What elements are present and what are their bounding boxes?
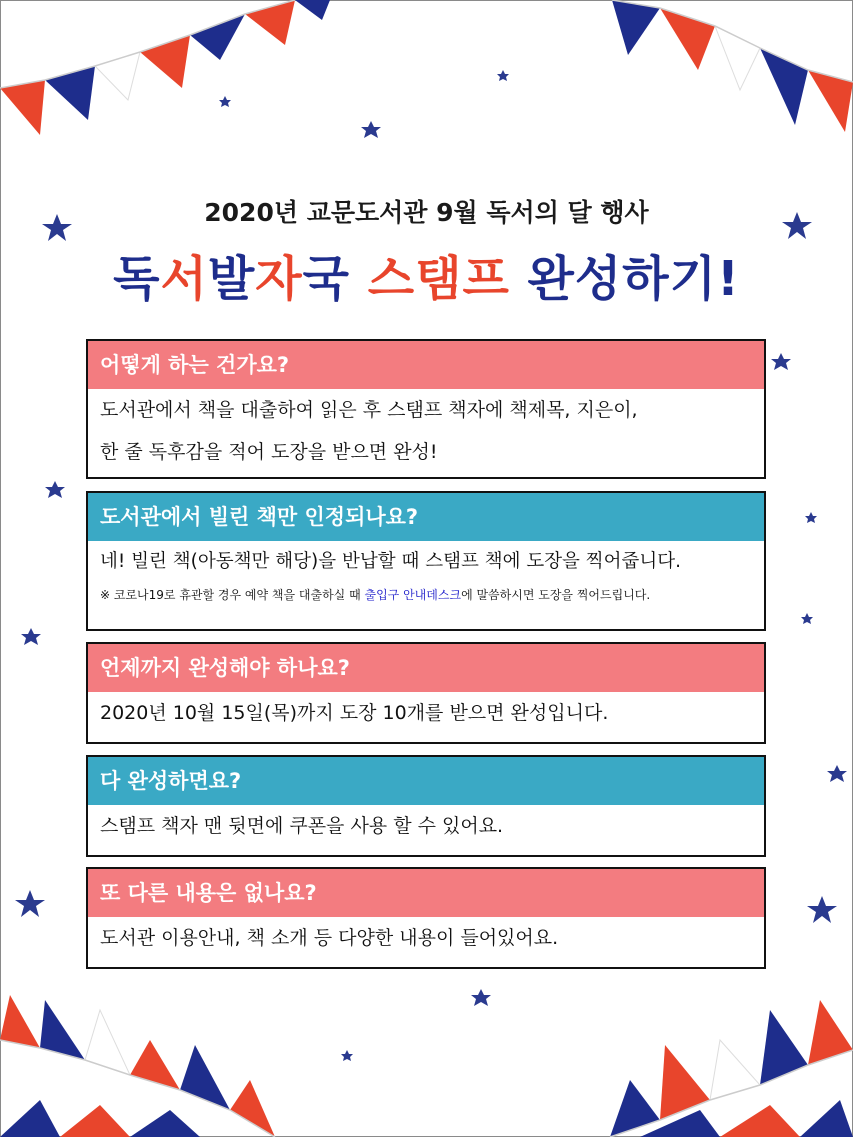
bunting-top-left [0, 0, 330, 135]
note-highlight: 출입구 안내데스크 [364, 588, 462, 602]
star-icon [497, 70, 509, 81]
faq-question: 어떻게 하는 건가요? [88, 341, 764, 389]
faq-answer [88, 805, 764, 847]
star-icon [801, 613, 813, 624]
star-icon [771, 353, 791, 370]
title-part: 자 [255, 251, 303, 307]
answer-line: 스탬프 책자 맨 뒷면에 쿠폰을 사용 할 수 있어요. [100, 815, 504, 837]
faq-section-other [86, 867, 766, 969]
faq-question: 언제까지 완성해야 하나요? [88, 644, 764, 692]
faq-section-how [86, 339, 766, 479]
faq-answer [88, 541, 764, 609]
answer-line: 한 줄 독후감을 적어 도장을 받으면 완성! [100, 441, 438, 463]
bunting-bottom-right [610, 1000, 853, 1137]
answer-line: 2020년 10월 15일(목)까지 도장 10개를 받으면 완성입니다. [100, 702, 609, 724]
title-part: 스탬프 [367, 251, 510, 307]
faq-section-borrowed-only [86, 491, 766, 631]
faq-question: 도서관에서 빌린 책만 인정되나요? [88, 493, 764, 541]
star-icon [471, 989, 491, 1006]
star-icon [21, 628, 41, 645]
faq-answer [88, 692, 764, 734]
star-icon [45, 481, 65, 498]
event-title [0, 240, 853, 309]
star-icon [807, 896, 837, 923]
faq-section-reward [86, 755, 766, 857]
faq-question: 다 완성하면요? [88, 757, 764, 805]
event-subtitle: 2020년 교문도서관 9월 독서의 달 행사 [204, 198, 649, 227]
faq-answer [88, 917, 764, 959]
star-icon [219, 96, 231, 107]
star-icon [15, 890, 45, 917]
note-text: ※ 코로나19로 휴관할 경우 예약 책을 대출하실 때 [100, 588, 365, 602]
note-text: 에 말씀하시면 도장을 찍어드립니다. [461, 588, 651, 602]
title-part: 발 [207, 251, 256, 307]
title-part: 서 [160, 251, 208, 307]
answer-line: 도서관 이용안내, 책 소개 등 다양한 내용이 들어있어요. [100, 927, 559, 949]
faq-section-deadline [86, 642, 766, 744]
title-part: 완성하기! [509, 251, 740, 307]
title-part: 국 [302, 251, 368, 307]
title-part: 독 [113, 251, 161, 307]
faq-answer [88, 389, 764, 473]
star-icon [805, 512, 817, 523]
answer-line: 도서관에서 책을 대출하여 읽은 후 스탬프 책자에 책제목, 지은이, [100, 399, 638, 421]
star-icon [827, 765, 847, 782]
star-icon [361, 121, 381, 138]
bunting-bottom-left [0, 995, 275, 1137]
covid-note [100, 583, 764, 609]
bunting-top-right [612, 0, 853, 132]
answer-line: 네! 빌린 책(아동책만 해당)을 반납할 때 스탬프 책에 도장을 찍어줍니다. [100, 551, 682, 572]
star-icon [341, 1050, 353, 1061]
faq-question: 또 다른 내용은 없나요? [88, 869, 764, 917]
